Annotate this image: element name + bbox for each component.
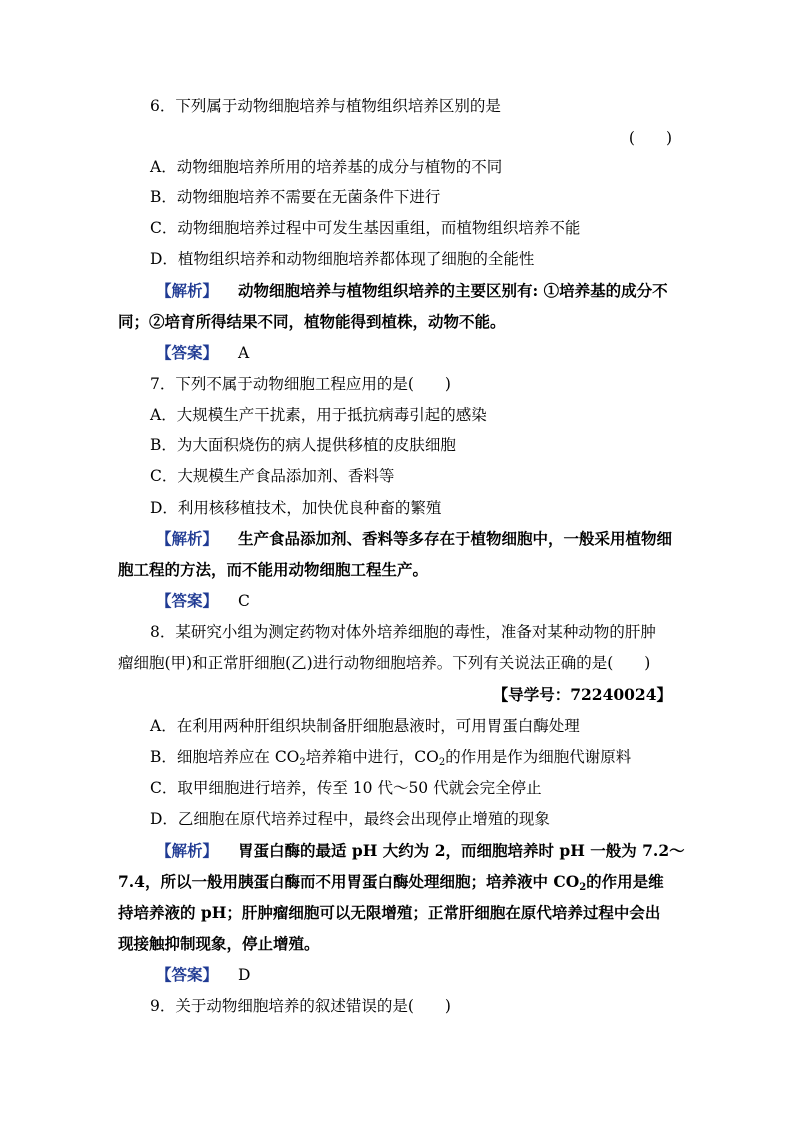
q6-option-d: D．植物组织培养和动物细胞培养都体现了细胞的全能性: [150, 250, 535, 268]
q8-guide-number: 【导学号：72240024】: [492, 685, 672, 704]
q8-option-a: A．在利用两种肝组织块制备肝细胞悬液时，可用胃蛋白酶处理: [150, 717, 580, 735]
subscript: 2: [438, 757, 446, 768]
analysis-label: 【解析】: [156, 841, 219, 860]
answer-label: 【答案】: [156, 965, 219, 984]
q8-analysis-text-1: 胃蛋白酶的最适 pH 大约为 2，而细胞培养时 pH 一般为 7.2～: [238, 841, 685, 860]
q8-answer: D: [238, 966, 251, 984]
q6-option-a: A．动物细胞培养所用的培养基的成分与植物的不同: [150, 158, 503, 176]
analysis-label: 【解析】: [156, 529, 219, 548]
q8-answer-line: [156, 965, 250, 985]
answer-label: 【答案】: [156, 591, 219, 610]
q7-analysis-line-2: 胞工程的方法，而不能用动物细胞工程生产。: [118, 560, 429, 579]
q8-stem-line-2: 瘤细胞(甲)和正常肝细胞(乙)进行动物细胞培养。下列有关说法正确的是( ): [118, 654, 651, 672]
q8-analysis-line-2: [118, 872, 664, 892]
q8-analysis-text-2b: 的作用是维: [586, 872, 664, 891]
q6-analysis-line-1: [156, 281, 668, 301]
q7-answer: C: [238, 592, 250, 610]
q7-option-b: B．为大面积烧伤的病人提供移植的皮肤细胞: [150, 436, 456, 454]
q7-answer-line: [156, 591, 250, 611]
subscript: 2: [579, 882, 587, 893]
q7-stem: 7．下列不属于动物细胞工程应用的是( ): [150, 375, 451, 393]
q8-analysis-line-1: [156, 841, 685, 861]
q6-answer-bracket: ( ): [628, 129, 672, 147]
q8-analysis-text-2a: 7.4，所以一般用胰蛋白酶而不用胃蛋白酶处理细胞；培养液中 CO: [118, 872, 580, 891]
q7-option-d: D．利用核移植技术，加快优良种畜的繁殖: [150, 499, 442, 517]
q7-option-c: C．大规模生产食品添加剂、香料等: [150, 467, 395, 485]
q6-answer-line: [156, 343, 249, 363]
analysis-label: 【解析】: [156, 281, 219, 300]
answer-label: 【答案】: [156, 343, 219, 362]
q8-option-b-part-2: 培养箱中进行，CO: [305, 748, 439, 766]
q6-answer: A: [238, 344, 250, 362]
q7-option-a: A．大规模生产干扰素，用于抵抗病毒引起的感染: [150, 406, 487, 424]
q7-analysis-line-1: [156, 529, 672, 549]
q6-stem: 6．下列属于动物细胞培养与植物组织培养区别的是: [150, 97, 501, 115]
q7-analysis-text-1: 生产食品添加剂、香料等多存在于植物细胞中，一般采用植物细: [238, 529, 673, 548]
q8-option-d: D．乙细胞在原代培养过程中，最终会出现停止增殖的现象: [150, 810, 550, 828]
q6-analysis-text-1: 动物细胞培养与植物组织培养的主要区别有: ①培养基的成分不: [238, 281, 668, 300]
q6-option-c: C．动物细胞培养过程中可发生基因重组，而植物组织培养不能: [150, 219, 581, 237]
q8-analysis-line-3: 持培养液的 pH；肝肿瘤细胞可以无限增殖；正常肝细胞在原代培养过程中会出: [118, 903, 661, 922]
q8-analysis-line-4: 现接触抑制现象，停止增殖。: [118, 934, 320, 953]
q9-stem: 9．关于动物细胞培养的叙述错误的是( ): [150, 997, 451, 1015]
q8-option-b: [150, 747, 631, 767]
q6-analysis-line-2: 同；②培育所得结果不同，植物能得到植株，动物不能。: [118, 312, 506, 331]
q6-option-b: B．动物细胞培养不需要在无菌条件下进行: [150, 188, 441, 206]
subscript: 2: [299, 757, 306, 768]
q8-option-c: C．取甲细胞进行培养，传至 10 代～50 代就会完全停止: [150, 779, 542, 797]
q8-stem-line-1: 8．某研究小组为测定药物对体外培养细胞的毒性，准备对某种动物的肝肿: [150, 623, 656, 641]
q8-option-b-part-3: 的作用是作为细胞代谢原料: [445, 748, 632, 766]
q8-option-b-part-1: B．细胞培养应在 CO: [150, 748, 300, 766]
